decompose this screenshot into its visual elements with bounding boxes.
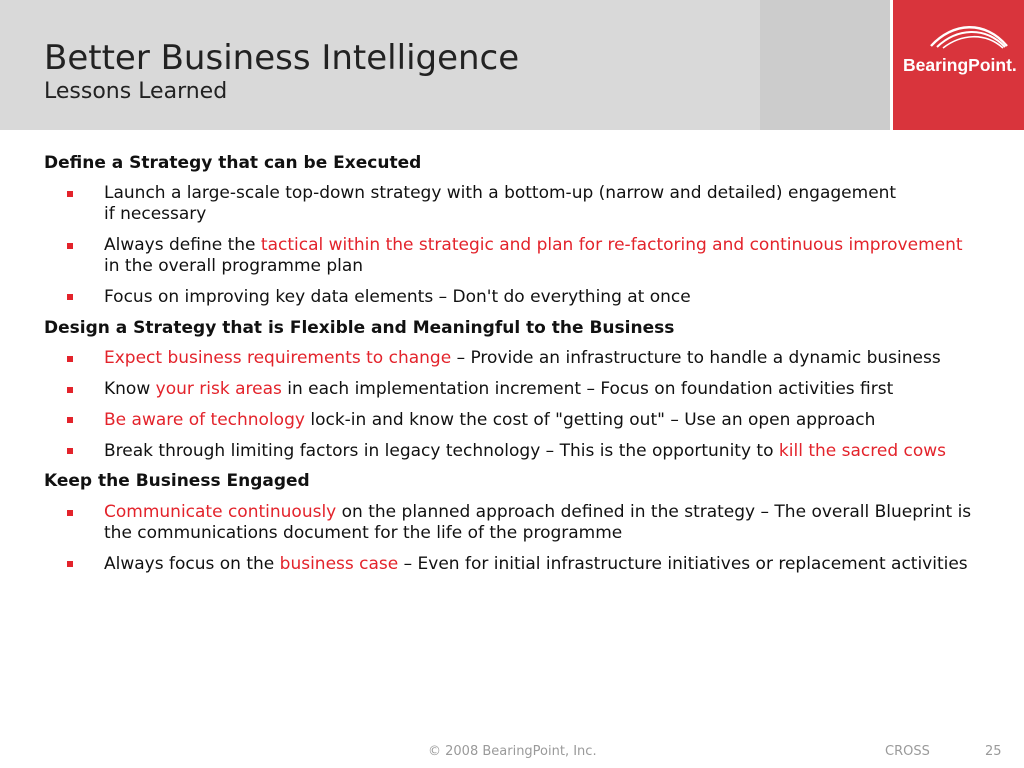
bullet-text: lock-in and know the cost of "getting out" – Use an open approach [310,409,876,430]
bullet-square-icon [67,243,73,249]
bullet-text: Focus on improving key data elements – Don't do everything at once [104,286,691,307]
bullet-square-icon [67,294,73,300]
bullet-text: in the overall programme plan [104,256,364,276]
footer-label: CROSS [885,744,930,759]
highlighted-text: Be aware of technology [104,409,305,430]
bullet-text: Know [104,379,151,399]
bullet-square-icon [67,510,73,516]
slide-title: Better Business Intelligence [44,38,520,78]
section-heading: Design a Strategy that is Flexible and Meaningful to the Business [44,317,675,338]
bullet-square-icon [67,191,73,197]
bullet-text: Break through limiting factors in legacy technology – This is the opportunity to [104,440,774,461]
bullet-text: if necessary [104,204,207,225]
bullet-item [0,554,1024,575]
bullet-item [0,287,1024,308]
section-heading: Define a Strategy that can be Executed [44,152,422,173]
section-heading: Keep the Business Engaged [44,471,310,492]
bullet-text: Always define the [104,235,256,255]
bullet-item [0,441,1024,462]
footer-copyright: © 2008 BearingPoint, Inc. [428,744,597,759]
bullet-text: Always focus on the [104,553,275,574]
highlighted-text: your risk areas [155,379,282,399]
bullet-text: the communications document for the life of the programme [104,523,623,543]
bullet-item [0,235,1024,277]
highlighted-text: tactical within the strategic and plan for re-factoring and continuous improvement [260,235,963,255]
bullet-text: in each implementation increment – Focus on foundation activities first [287,379,894,399]
highlighted-text: business case [279,553,399,574]
highlighted-text: kill the sacred cows [778,440,947,461]
bullet-item [0,379,1024,400]
slide-header [0,0,1024,130]
bullet-square-icon [67,387,73,393]
bullet-square-icon [67,448,73,454]
bullet-square-icon [67,356,73,362]
bullet-text: – Provide an infrastructure to handle a dynamic business [456,348,941,369]
bearingpoint-logo [893,0,1024,130]
bullet-text: on the planned approach defined in the strategy – The overall Blueprint is [341,502,972,522]
bullet-text: – Even for initial infrastructure initiatives or replacement activities [403,553,968,574]
header-band-accent [760,0,890,130]
bullet-item [0,502,1024,544]
highlighted-text: Communicate continuously [104,502,337,522]
bullet-item [0,410,1024,431]
bullet-item [0,183,1024,225]
bullet-square-icon [67,561,73,567]
logo-wordmark: BearingPoint. [903,55,1017,75]
page-number: 25 [985,744,1002,759]
bullet-text: Launch a large-scale top-down strategy with a bottom-up (narrow and detailed) engagement [104,183,897,204]
highlighted-text: Expect business requirements to change [104,348,452,369]
bullet-square-icon [67,417,73,423]
bullet-item [0,348,1024,369]
slide-subtitle: Lessons Learned [44,79,228,104]
slide-body [0,153,1024,575]
